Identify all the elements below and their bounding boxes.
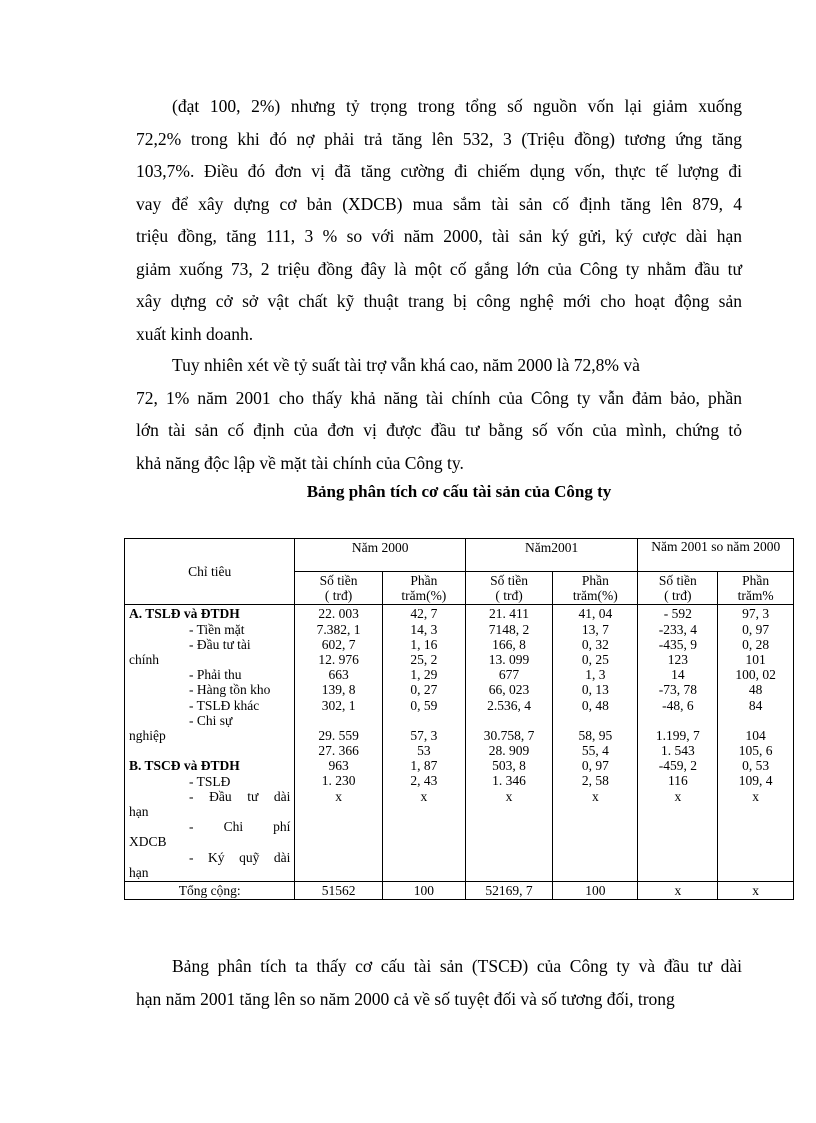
cell: 22. 003 [318, 606, 359, 622]
cell: 2, 43 [410, 773, 438, 789]
subheader-percent-2000: Phần trăm(%) [382, 572, 465, 605]
cell: 57, 3 [410, 727, 438, 743]
cell: 1. 543 [660, 743, 695, 759]
cell [722, 713, 789, 728]
table-total-row [125, 882, 794, 900]
header-compare: Năm 2001 so năm 2000 [638, 539, 794, 572]
subheader-amount-diff: Số tiền ( trđ) [638, 572, 718, 605]
text-line: triệu đồng, tăng 111, 3 % so với năm 2000, tài sản ký gửi, ký cược dài hạn [136, 226, 742, 246]
text-line: Bảng phân tích ta thấy cơ cấu tài sản (TSCĐ) của Công ty và đầu tư dài [172, 956, 742, 976]
cell: 14 [671, 667, 685, 683]
label-xdcb: - Chi phí [189, 819, 291, 835]
header-indicator: Chỉ tiêu [125, 539, 295, 605]
cell: 0, 53 [742, 758, 770, 774]
total-amount-2000: 51562 [295, 882, 382, 900]
paragraph-3 [136, 950, 742, 1015]
cell: 302, 1 [321, 697, 356, 713]
cell: x [505, 788, 513, 804]
cell: x [420, 788, 428, 804]
cell: 55, 4 [581, 743, 609, 759]
subheader-percent-diff: Phần trăm% [718, 572, 794, 605]
cell: 166, 8 [492, 636, 526, 652]
text-line: (đạt 100, 2%) nhưng tỷ trọng trong tổng số nguồn vốn lại giảm xuống [172, 96, 742, 116]
amount-diff-column [638, 605, 718, 882]
cell: 0, 13 [581, 682, 609, 698]
text-line: hạn năm 2001 tăng lên so năm 2000 cả về số tuyệt đối và số tương đối, trong [136, 988, 675, 1009]
table-header-row [125, 539, 794, 572]
cell: 677 [498, 667, 520, 683]
cell: 123 [667, 651, 688, 667]
cell: 1, 29 [410, 667, 438, 683]
cell: 1, 3 [585, 667, 606, 683]
cell: -435, 9 [658, 636, 697, 652]
cell: 1, 87 [410, 758, 438, 774]
label-career: - Chi sự [189, 712, 233, 728]
cell: 58, 95 [578, 727, 613, 743]
cell: 30.758, 7 [483, 727, 535, 743]
cell: 13, 7 [581, 621, 609, 637]
cell: - 592 [663, 606, 692, 622]
cell: 0, 97 [581, 758, 609, 774]
cell: 97, 3 [742, 606, 770, 622]
label-fin-inv: - Đầu tư tài [189, 636, 251, 652]
cell: 663 [328, 667, 349, 683]
label-tsld: - TSLĐ [189, 773, 231, 789]
cell: -233, 4 [658, 621, 697, 637]
label-deposit-cont: hạn [129, 864, 149, 880]
cell: 13. 099 [488, 651, 530, 667]
cell: 48 [748, 682, 763, 698]
cell: x [335, 788, 342, 804]
paragraph-2 [136, 349, 742, 479]
text-line: khả năng độc lập về mặt tài chính của Công ty. [136, 452, 464, 473]
cell: 12. 976 [318, 651, 359, 667]
text-line: lớn tài sản cố định của đơn vị được đầu tư bằng số vốn của mình, chứng tỏ [136, 420, 742, 440]
cell: 963 [328, 758, 349, 774]
label-inventory: - Hàng tồn kho [189, 682, 271, 698]
cell: x [591, 788, 599, 804]
cell: 0, 48 [581, 697, 609, 713]
cell: 101 [745, 651, 766, 667]
label-receivable: - Phải thu [189, 667, 242, 683]
cell: x [752, 788, 760, 804]
label-long-inv-cont: hạn [129, 804, 149, 820]
percent-2001-column [553, 605, 638, 882]
cell: 29. 559 [318, 727, 359, 743]
cell: x [674, 788, 682, 804]
text-line: Tuy nhiên xét về tỷ suất tài trợ vẫn khá cao, năm 2000 là 72,8% và [172, 355, 640, 375]
label-blank [129, 743, 290, 758]
cell: 2, 58 [581, 773, 609, 789]
label-fin-inv-cont: chính [129, 652, 159, 668]
label-cash: - Tiền mặt [189, 621, 245, 637]
text-line: giảm xuống 73, 2 triệu đồng đây là một cố gắng lớn của Công ty nhằm đầu tư [136, 258, 742, 279]
table-title: Bảng phân tích cơ cấu tài sản của Công ty [306, 482, 612, 501]
text-line: 103,7%. Điều đó đơn vị đã tăng cường đi chiếm dụng vốn, thực tế lượng đi [136, 161, 742, 181]
amount-2000-column [295, 605, 382, 882]
cell: 602, 7 [321, 636, 356, 652]
label-deposit: - Ký quỹ dài [189, 849, 291, 865]
cell: -48, 6 [662, 697, 694, 713]
cell: 14, 3 [410, 621, 438, 637]
total-percent-diff: x [718, 882, 794, 900]
cell: 41, 04 [578, 606, 613, 622]
cell: 0, 97 [742, 621, 770, 637]
asset-structure-table [124, 538, 794, 900]
cell: 28. 909 [488, 743, 530, 759]
total-percent-2000: 100 [382, 882, 465, 900]
cell [470, 713, 548, 728]
row-labels [125, 605, 295, 882]
cell: 21. 411 [489, 606, 530, 622]
percent-diff-column [718, 605, 794, 882]
cell: 105, 6 [738, 743, 773, 759]
cell: 109, 4 [738, 773, 773, 789]
cell: 0, 27 [410, 682, 438, 698]
cell: 1. 230 [321, 773, 356, 789]
cell: 0, 32 [581, 636, 609, 652]
label-long-inv: - Đầu tư dài [189, 788, 291, 804]
cell: 84 [748, 697, 763, 713]
total-label: Tổng cộng: [125, 882, 295, 900]
cell: 7148, 2 [488, 621, 530, 637]
cell: 503, 8 [492, 758, 526, 774]
label-other: - TSLĐ khác [189, 697, 260, 713]
text-line: 72, 1% năm 2001 cho thấy khả năng tài chính của Công ty vẫn đảm bảo, phần [136, 387, 742, 408]
subheader-amount-2001: Số tiền ( trđ) [465, 572, 552, 605]
header-year-2001: Năm2001 [465, 539, 638, 572]
amount-2001-column [465, 605, 552, 882]
cell: 104 [745, 727, 766, 743]
text-line: xây dựng cở sở vật chất kỹ thuật trang bị công nghệ mới cho hoạt động sản [136, 291, 742, 311]
cell: 42, 7 [410, 606, 438, 622]
label-section-b: B. TSCĐ và ĐTDH [129, 758, 240, 774]
header-year-2000: Năm 2000 [295, 539, 465, 572]
cell [299, 713, 377, 728]
cell: 100, 02 [735, 667, 776, 683]
total-percent-2001: 100 [553, 882, 638, 900]
paragraph-1 [136, 90, 742, 350]
cell: 139, 8 [321, 682, 356, 698]
cell [557, 713, 633, 728]
cell: 0, 28 [742, 636, 770, 652]
subheader-amount-2000: Số tiền ( trđ) [295, 572, 382, 605]
cell [642, 713, 713, 728]
cell: 0, 59 [410, 697, 438, 713]
cell: 0, 25 [581, 651, 609, 667]
table-body-row [125, 605, 794, 882]
cell: 25, 2 [410, 651, 438, 667]
cell: -73, 78 [658, 682, 697, 698]
text-line: 72,2% trong khi đó nợ phải trả tăng lên 532, 3 (Triệu đồng) tương ứng tăng [136, 128, 742, 149]
cell: 7.382, 1 [316, 621, 361, 637]
cell: 116 [667, 773, 688, 789]
cell: 27. 366 [318, 743, 359, 759]
total-amount-2001: 52169, 7 [465, 882, 552, 900]
label-career-cont: nghiệp [129, 728, 166, 744]
cell: 1. 346 [492, 773, 526, 789]
cell: 53 [417, 743, 431, 759]
cell: 66, 023 [488, 682, 530, 698]
label-section-a: A. TSLĐ và ĐTDH [129, 606, 240, 622]
cell: 1.199, 7 [655, 727, 700, 743]
cell: 2.536, 4 [487, 697, 531, 713]
text-line: xuất kinh doanh. [136, 323, 254, 344]
cell: -459, 2 [658, 758, 697, 774]
label-xdcb-cont: XDCB [129, 834, 167, 850]
percent-2000-column [382, 605, 465, 882]
total-amount-diff: x [638, 882, 718, 900]
subheader-percent-2001: Phần trăm(%) [553, 572, 638, 605]
cell: 1, 16 [410, 636, 438, 652]
cell [387, 713, 461, 728]
text-line: vay để xây dựng cơ bản (XDCB) mua sắm tài sản cố định tăng lên 879, 4 [136, 193, 742, 214]
